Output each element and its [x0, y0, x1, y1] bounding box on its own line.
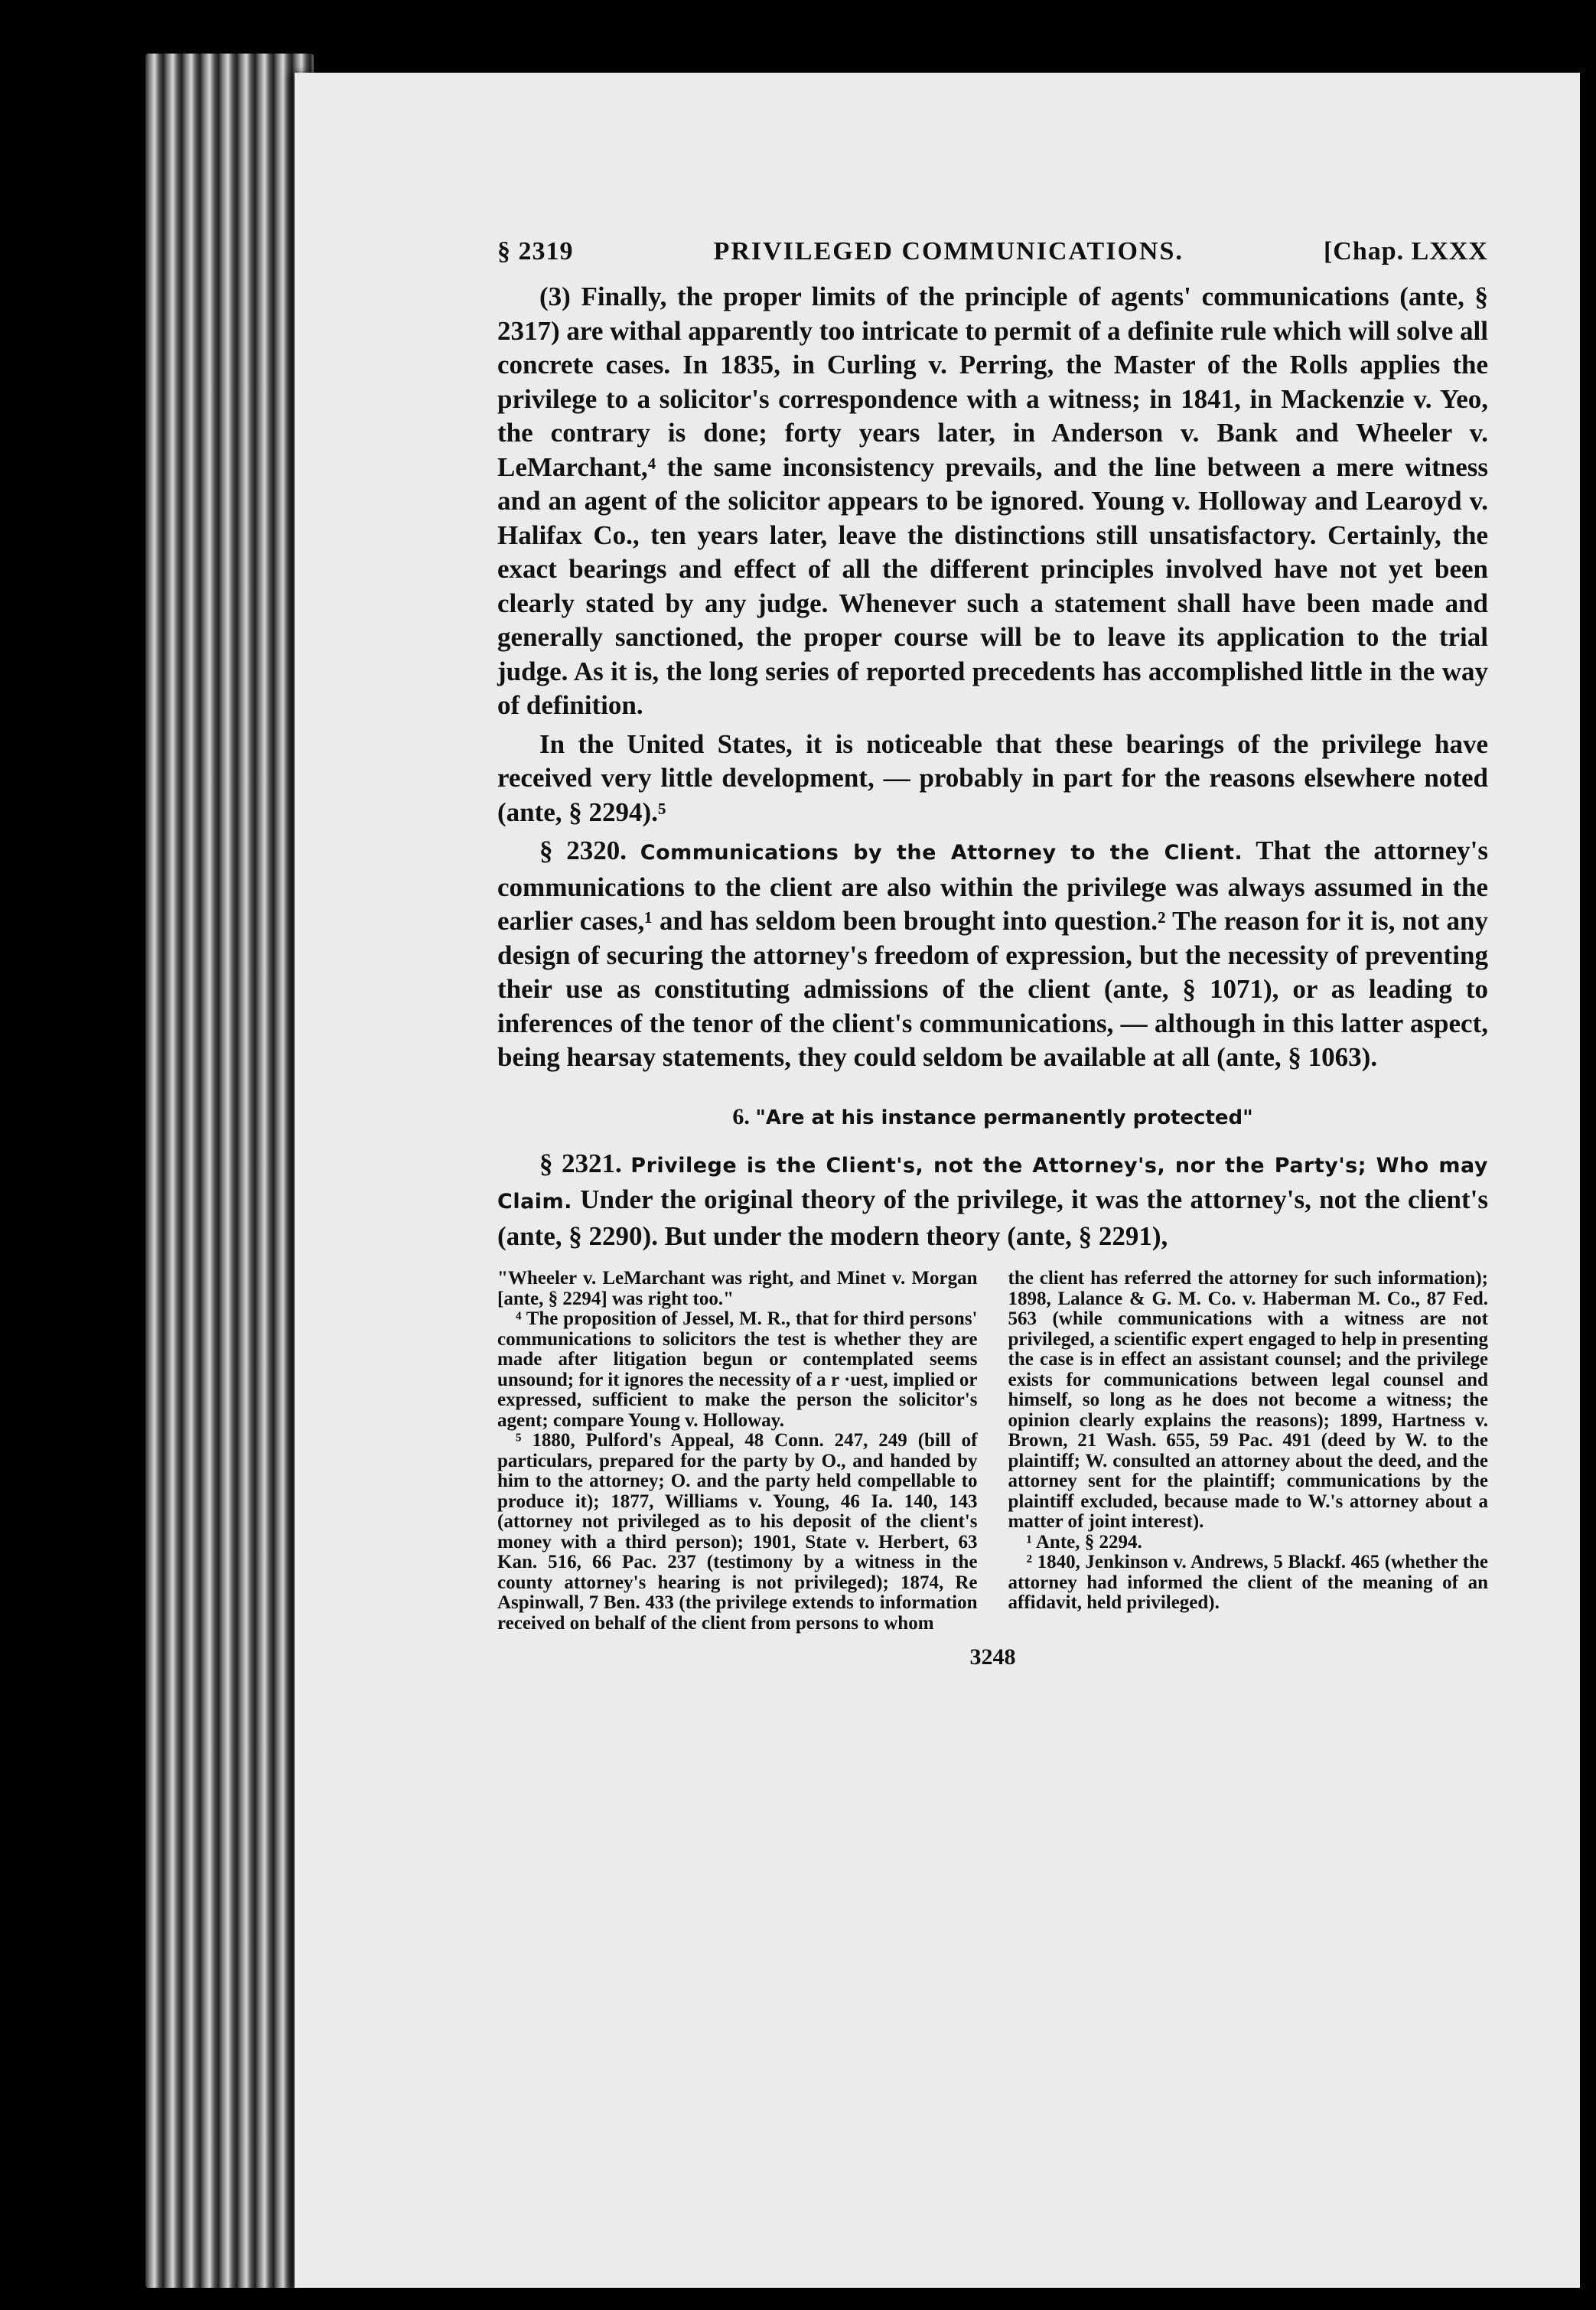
- subheading-number: 6.: [732, 1103, 750, 1129]
- footnote-4: ⁴ The proposition of Jessel, M. R., that for third persons' communications to solicitors the test is whether they are made after litigation begun or contemplated seems unsound; for it ignores the necessity of a r ·uest, implied or expressed, sufficient to make the person the solicitor's agent; compare Young v. Holloway.: [497, 1308, 978, 1431]
- section-2321-heading: Privilege is the Client's, not the Attorney's, nor the Party's; Who may Claim.: [497, 1153, 1488, 1214]
- section-2321-text: Under the original theory of the privilege, it was the attorney's, not the client's (ante, § 2290). But under the modern theory (ante, § 2291),: [497, 1184, 1489, 1251]
- paragraph-united-states: In the United States, it is noticeable that these bearings of the privilege have received very little development, — probably in part for the reasons elsewhere noted (ante, § 2294).⁵: [497, 728, 1488, 827]
- running-head: [497, 237, 1488, 266]
- subheading-6: [497, 1104, 1488, 1130]
- section-2320: [497, 834, 1488, 1075]
- footnote-continued: "Wheeler v. LeMarchant was right, and Minet v. Morgan [ante, § 2294] was right too.": [497, 1268, 978, 1309]
- header-chapter: [Chap. LXXX: [1323, 237, 1488, 266]
- subheading-text: "Are at his instance permanently protected": [755, 1106, 1253, 1129]
- footnote-5-continued: the client has referred the attorney for such information); 1898, Lalance & G. M. Co. v. Haberman M. Co., 87 Fed. 563 (while communications with a witness are not privileged, a scientific expert engaged to help in presenting the case is in effect an assistant counsel; and the privilege exists for communications between legal counsel and himself, so long as he does not become a witness; the opinion clearly explains the reasons); 1899, Hartness v. Brown, 21 Wash. 655, 59 Pac. 491 (deed by W. to the plaintiff; W. consulted an attorney about the deed, and the attorney sent for the plaintiff; communications by the plaintiff excluded, because made to W.'s attorney about a matter of joint interest).: [1008, 1268, 1488, 1532]
- footnotes-right-column: [1008, 1269, 1489, 1634]
- paragraph-agents-communications: (3) Finally, the proper limits of the principle of agents' communications (ante, § 2317) are withal apparently too intricate to permit of a definite rule which will solve all concrete cases. In 1835, in Curling v. Perring, the Master of the Rolls applies the privilege to a solicitor's correspondence with a witness; in 1841, in Mackenzie v. Yeo, the contrary is done; forty years later, in Anderson v. Bank and Wheeler v. LeMarchant,⁴ the same inconsistency prevails, and the line between a mere witness and an agent of the solicitor appears to be ignored. Young v. Holloway and Learoyd v. Halifax Co., ten years later, leave the distinctions still unsatisfactory. Certainly, the exact bearings and effect of all the different principles involved have not yet been clearly stated by any judge. Whenever such a statement shall have been made and generally sanctioned, the proper course will be to leave its application to the trial judge. As it is, the long series of reported precedents has accomplished little in the way of definition.: [497, 282, 1488, 720]
- section-2321-number: § 2321.: [539, 1148, 622, 1178]
- footnotes: [497, 1269, 1488, 1634]
- header-title: PRIVILEGED COMMUNICATIONS.: [713, 237, 1184, 266]
- footnote-5: ⁵ 1880, Pulford's Appeal, 48 Conn. 247, 249 (bill of particulars, prepared for the party by O., and handed by him to the attorney; O. and the party held compellable to produce it); 1877, Williams v. Young, 46 Ia. 140, 143 (attorney not privileged as to his deposit of the client's money with a third person); 1901, State v. Herbert, 63 Kan. 516, 66 Pac. 237 (testimony by a witness in the county attorney's hearing is not privileged); 1874, Re Aspinwall, 7 Ben. 433 (the privilege extends to information received on behalf of the client from persons to whom: [497, 1430, 978, 1634]
- book-page-edges: [145, 54, 314, 2288]
- body-text: [497, 280, 1488, 1253]
- section-2320-heading: Communications by the Attorney to the Client.: [640, 841, 1243, 865]
- footnote-2: ² 1840, Jenkinson v. Andrews, 5 Blackf. 465 (whether the attorney had informed the client of the meaning of an affidavit, held privileged).: [1008, 1552, 1488, 1613]
- header-section: § 2319: [497, 237, 574, 266]
- book-page: [295, 73, 1580, 2288]
- section-2320-text: That the attorney's communications to the client are also within the privilege was always assumed in the earlier cases,¹ and has seldom been brought into question.² The reason for it is, not any design of securing the attorney's freedom of expression, but the necessity of preventing their use as constituting admissions of the client (ante, § 1071), or as leading to inferences of the tenor of the client's communications, — although in this latter aspect, being hearsay statements, they could seldom be available at all (ante, § 1063).: [497, 836, 1489, 1072]
- footnotes-left-column: [497, 1269, 978, 1634]
- page-number: 3248: [969, 1644, 1016, 1670]
- section-2320-number: § 2320.: [539, 836, 627, 865]
- page-content: [497, 237, 1488, 1670]
- footnote-1: ¹ Ante, § 2294.: [1026, 1531, 1142, 1552]
- section-2321: [497, 1147, 1488, 1254]
